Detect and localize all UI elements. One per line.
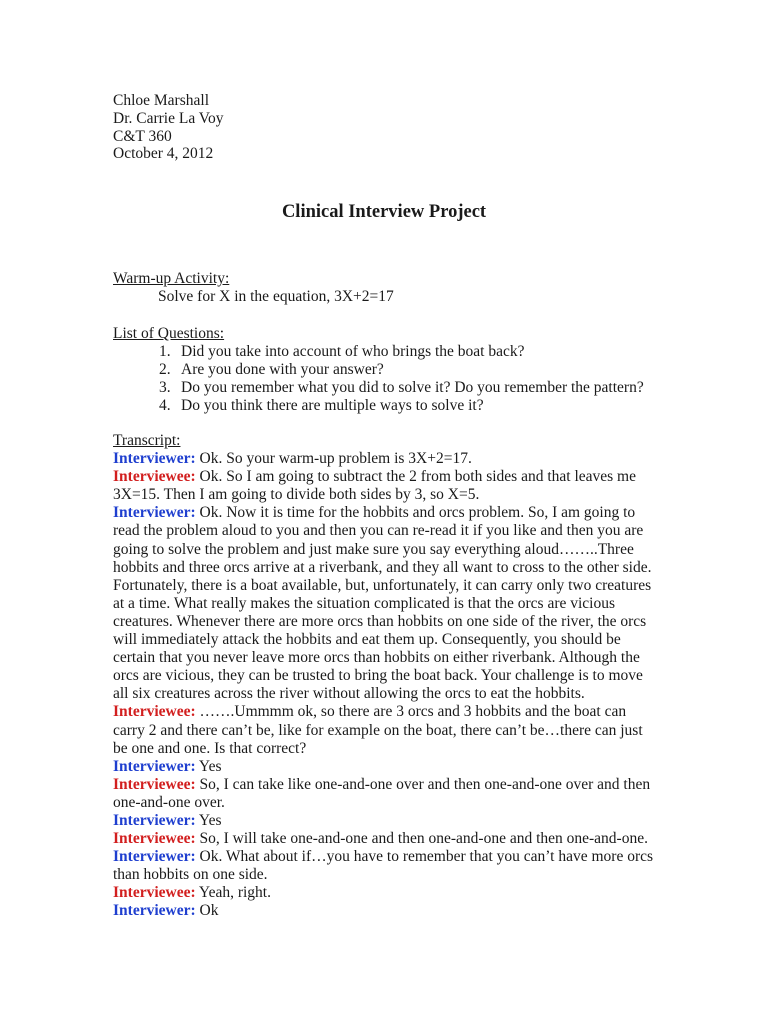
transcript-heading: Transcript:	[113, 432, 181, 449]
transcript-turn	[113, 703, 658, 757]
questions-heading: List of Questions:	[113, 325, 225, 342]
turn-text: So, I will take one-and-one and then one-and-one and then one-and-one.	[195, 830, 648, 848]
turn-text: So, I can take like one-and-one over and then one-and-one over and then one-and-one over.	[113, 775, 651, 811]
speaker-label-interviewee: Interviewee:	[113, 884, 196, 902]
turn-text: Yes	[195, 757, 222, 775]
transcript-turn	[113, 848, 658, 884]
transcript-turn	[113, 468, 658, 504]
header-block	[113, 92, 224, 163]
warmup-section	[113, 270, 394, 306]
question-item	[113, 343, 644, 361]
course-code: C&T 360	[113, 127, 172, 145]
turn-text: Ok. So your warm-up problem is 3X+2=17.	[195, 450, 472, 468]
instructor-name: Dr. Carrie La Voy	[113, 109, 224, 127]
turn-text: Ok. What about if…you have to remember that you can’t have more orcs than hobbits on one side.	[113, 848, 654, 884]
turn-text: Ok. So I am going to subtract the 2 from both sides and that leaves me 3X=15. Then I am going to divide both sides by 3, so X=5.	[113, 468, 636, 504]
author-name: Chloe Marshall	[113, 92, 209, 109]
question-number: 4.	[159, 397, 171, 414]
question-text: Did you take into account of who brings the boat back?	[181, 343, 525, 360]
speaker-label-interviewer: Interviewer:	[113, 757, 196, 775]
speaker-label-interviewer: Interviewer:	[113, 902, 196, 920]
turn-text: …….Ummmm ok, so there are 3 orcs and 3 hobbits and the boat can carry 2 and there can’t be, like for example on the boat, there can’t be…there can just be one and one. Is that correct?	[113, 703, 643, 757]
transcript-turn	[113, 830, 658, 848]
transcript-section	[113, 432, 658, 921]
questions-list	[113, 343, 644, 415]
speaker-label-interviewer: Interviewer:	[113, 504, 196, 522]
turn-text: Yeah, right.	[195, 884, 271, 902]
warmup-text: Solve for X in the equation, 3X+2=17	[158, 288, 394, 305]
transcript-turn	[113, 450, 658, 468]
speaker-label-interviewer: Interviewer:	[113, 811, 196, 829]
warmup-heading: Warm-up Activity:	[113, 270, 230, 287]
transcript-turn	[113, 902, 658, 920]
turn-text: Yes	[195, 811, 222, 829]
transcript-turn	[113, 758, 658, 776]
question-number: 3.	[159, 379, 171, 396]
turn-text: Ok	[195, 902, 219, 920]
page-title: Clinical Interview Project	[281, 202, 487, 222]
speaker-label-interviewer: Interviewer:	[113, 848, 196, 866]
speaker-label-interviewee: Interviewee:	[113, 703, 196, 721]
question-text: Do you remember what you did to solve it? Do you remember the pattern?	[181, 379, 644, 396]
question-item	[113, 397, 644, 415]
turn-text: Ok. Now it is time for the hobbits and orcs problem. So, I am going to read the problem aloud to you and then you can re-read it if you like and then you are going to solve the problem and just make sure you say everything aloud……..Three hobbits and three orcs arrive at a riverbank, and they all want to cross to the other side. Fortunately, there is a boat available, but, unfortunately, it can carry only two creatures at a time. What really makes the situation complicated is that the orcs are vicious creatures. Whenever there are more orcs than hobbits on one side of the river, the orcs will immediately attack the hobbits and eat them up. Consequently, you should be certain that you never leave more orcs than hobbits on either riverbank. Although the orcs are vicious, they can be trusted to bring the boat back. Your challenge is to move all six creatures across the river without allowing the orcs to eat the hobbits.	[113, 504, 652, 703]
transcript-turn	[113, 776, 658, 812]
question-item	[113, 379, 644, 397]
question-number: 1.	[159, 343, 171, 360]
document-date: October 4, 2012	[113, 145, 214, 163]
speaker-label-interviewee: Interviewee:	[113, 830, 196, 848]
question-number: 2.	[159, 361, 171, 378]
speaker-label-interviewer: Interviewer:	[113, 450, 196, 468]
transcript-turn	[113, 884, 658, 902]
question-text: Do you think there are multiple ways to solve it?	[181, 397, 484, 414]
transcript-turn	[113, 812, 658, 830]
questions-section	[113, 325, 644, 415]
speaker-label-interviewee: Interviewee:	[113, 468, 196, 486]
transcript-turn	[113, 504, 658, 703]
question-item	[113, 361, 644, 379]
speaker-label-interviewee: Interviewee:	[113, 775, 196, 793]
question-text: Are you done with your answer?	[181, 361, 384, 378]
